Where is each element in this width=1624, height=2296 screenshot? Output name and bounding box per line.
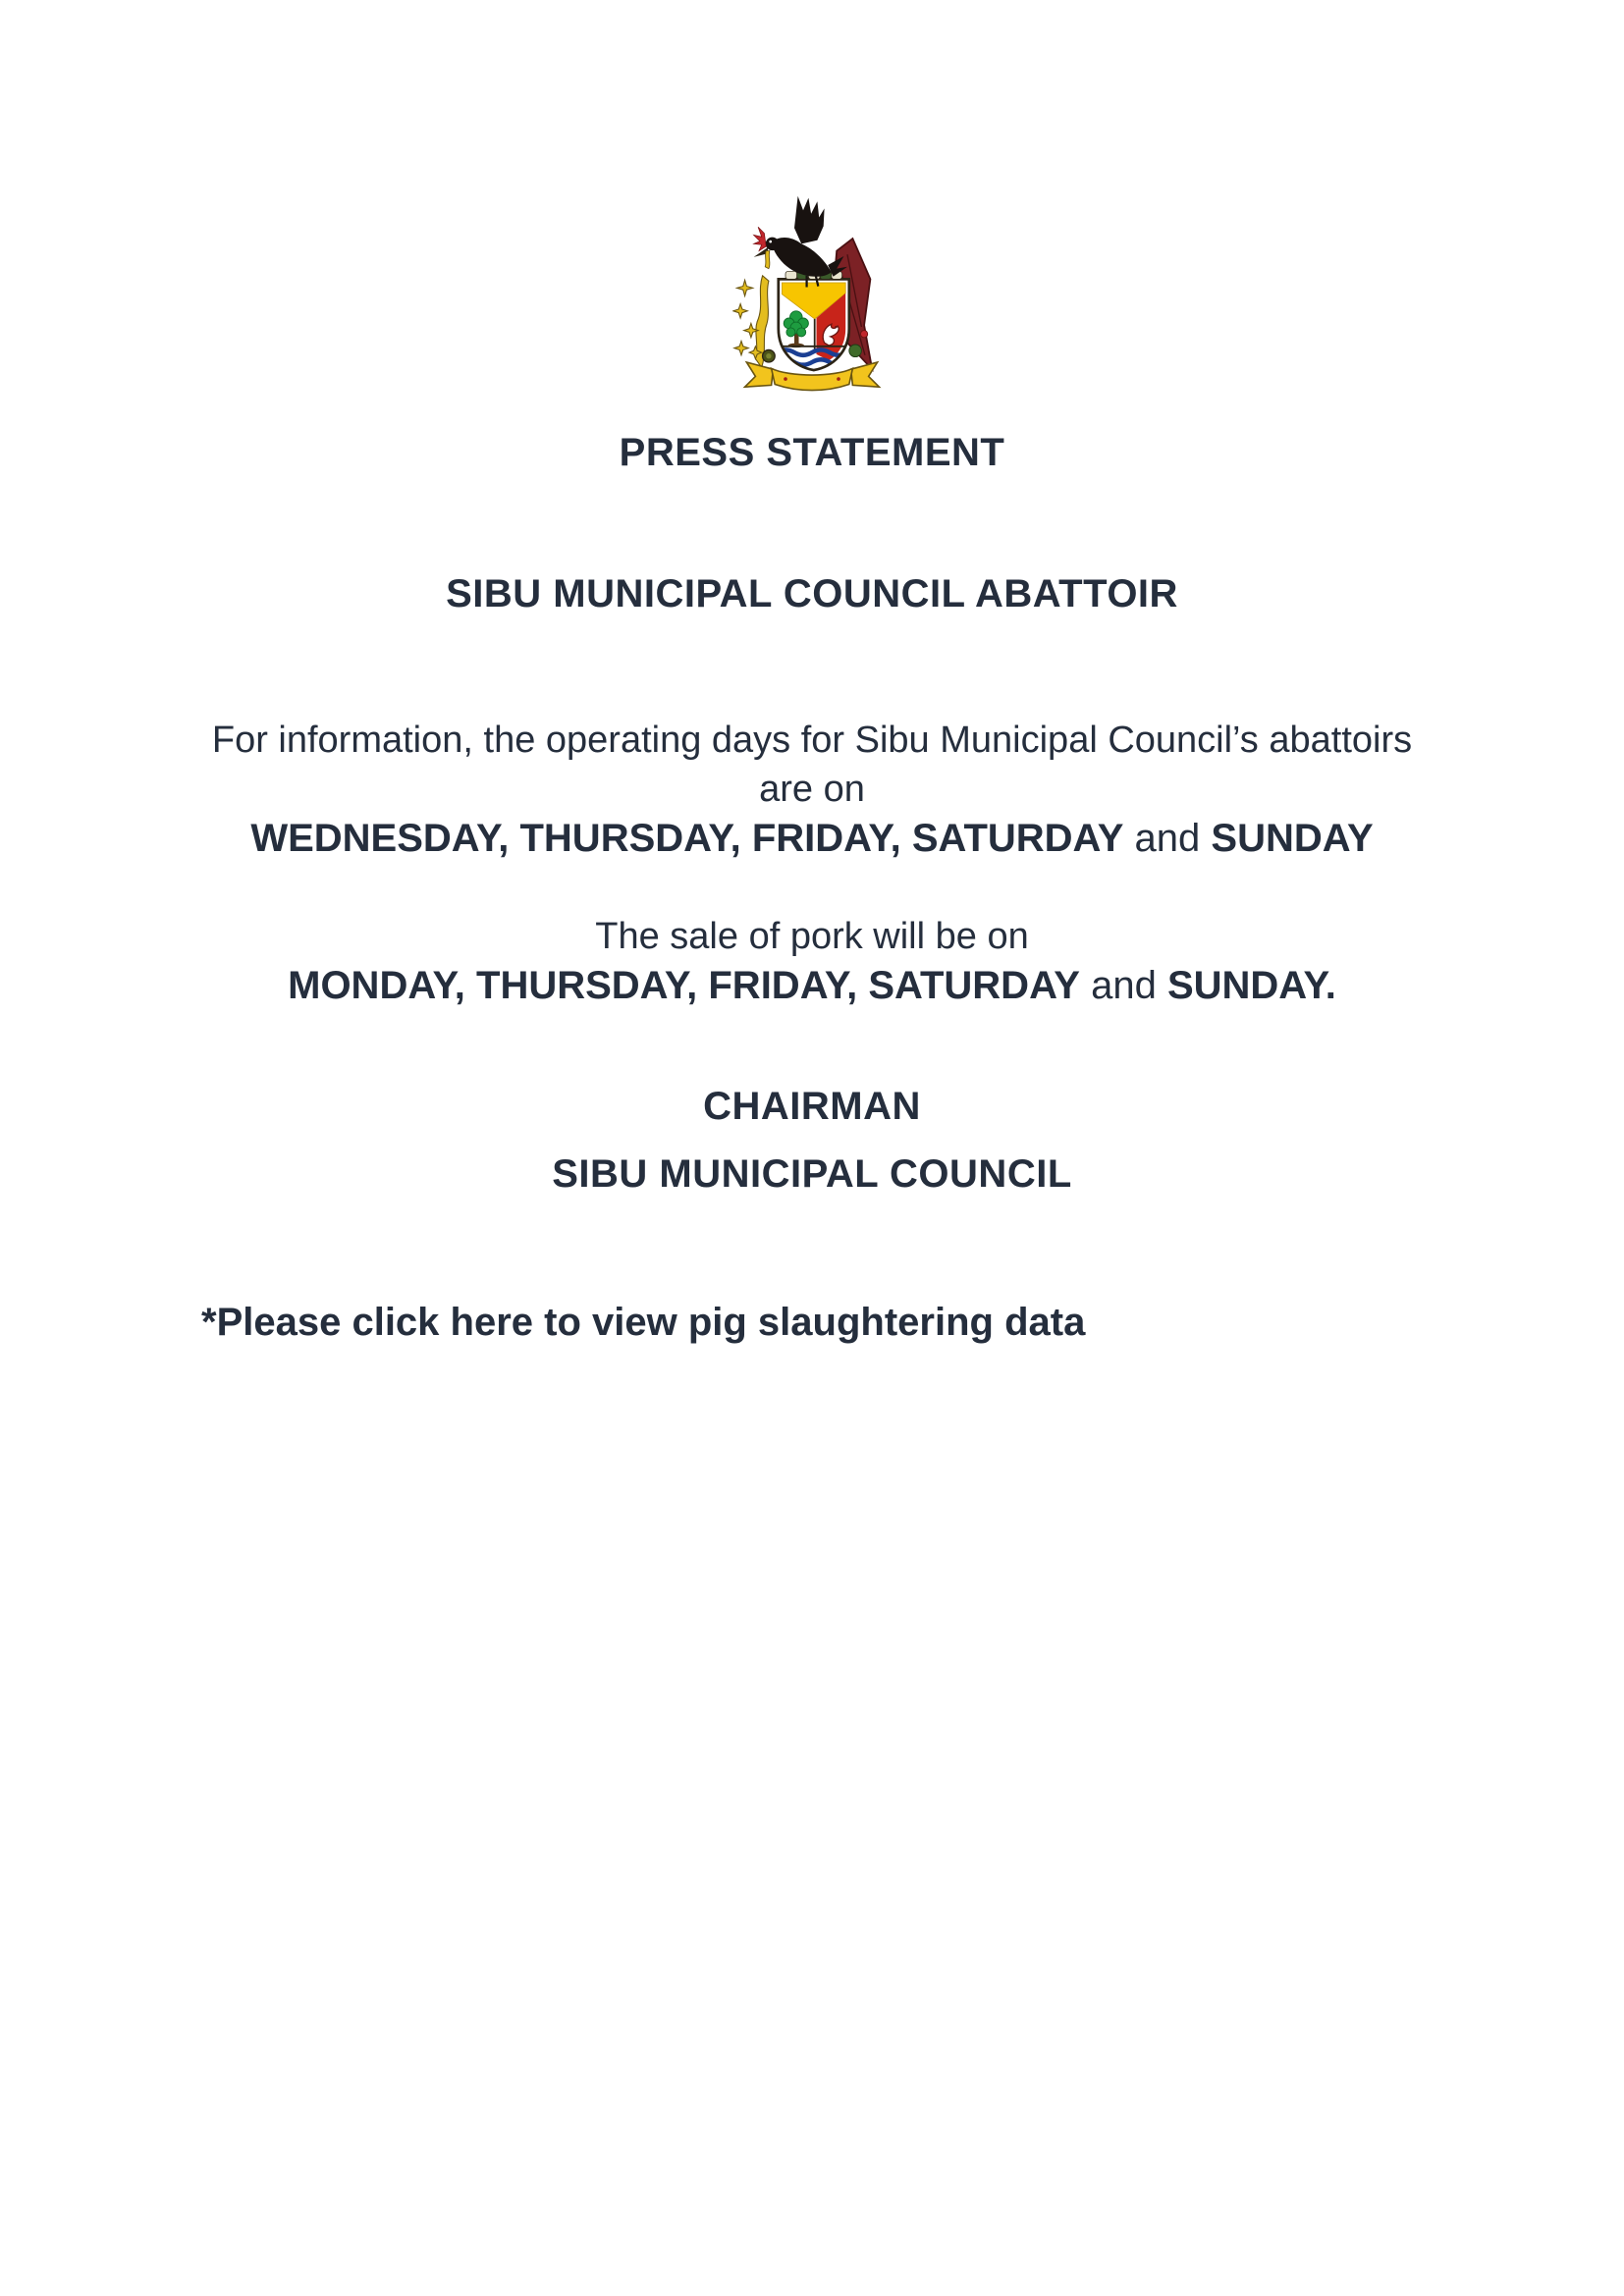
days-bold-text: WEDNESDAY, THURSDAY, FRIDAY, SATURDAY [250, 817, 1124, 860]
operating-days-line [0, 814, 1624, 863]
days-bold-text: MONDAY, THURSDAY, FRIDAY, SATURDAY [288, 964, 1080, 1007]
paragraph-line: For information, the operating days for Sibu Municipal Council’s abattoirs [211, 720, 1413, 761]
operating-days-paragraph [0, 716, 1624, 863]
days-bold-text: SUNDAY. [1166, 964, 1336, 1007]
council-crest-logo [0, 194, 1624, 402]
signature-organisation: SIBU MUNICIPAL COUNCIL [552, 1152, 1072, 1196]
pork-sale-days-line [0, 961, 1624, 1010]
pork-sale-paragraph [0, 912, 1624, 1010]
page-title: PRESS STATEMENT [619, 431, 1005, 474]
coat-of-arms-icon [732, 194, 892, 398]
paragraph-line: are on [759, 769, 865, 810]
subject-heading: SIBU MUNICIPAL COUNCIL ABATTOIR [446, 572, 1178, 615]
days-bold-text: SUNDAY [1211, 817, 1374, 860]
signature-title: CHAIRMAN [703, 1085, 921, 1128]
conjunction-text: and [1123, 817, 1212, 860]
paragraph-line: The sale of pork will be on [595, 916, 1029, 957]
pig-slaughtering-data-link[interactable]: *Please click here to view pig slaughtering data [201, 1301, 1086, 1344]
conjunction-text: and [1079, 964, 1167, 1007]
